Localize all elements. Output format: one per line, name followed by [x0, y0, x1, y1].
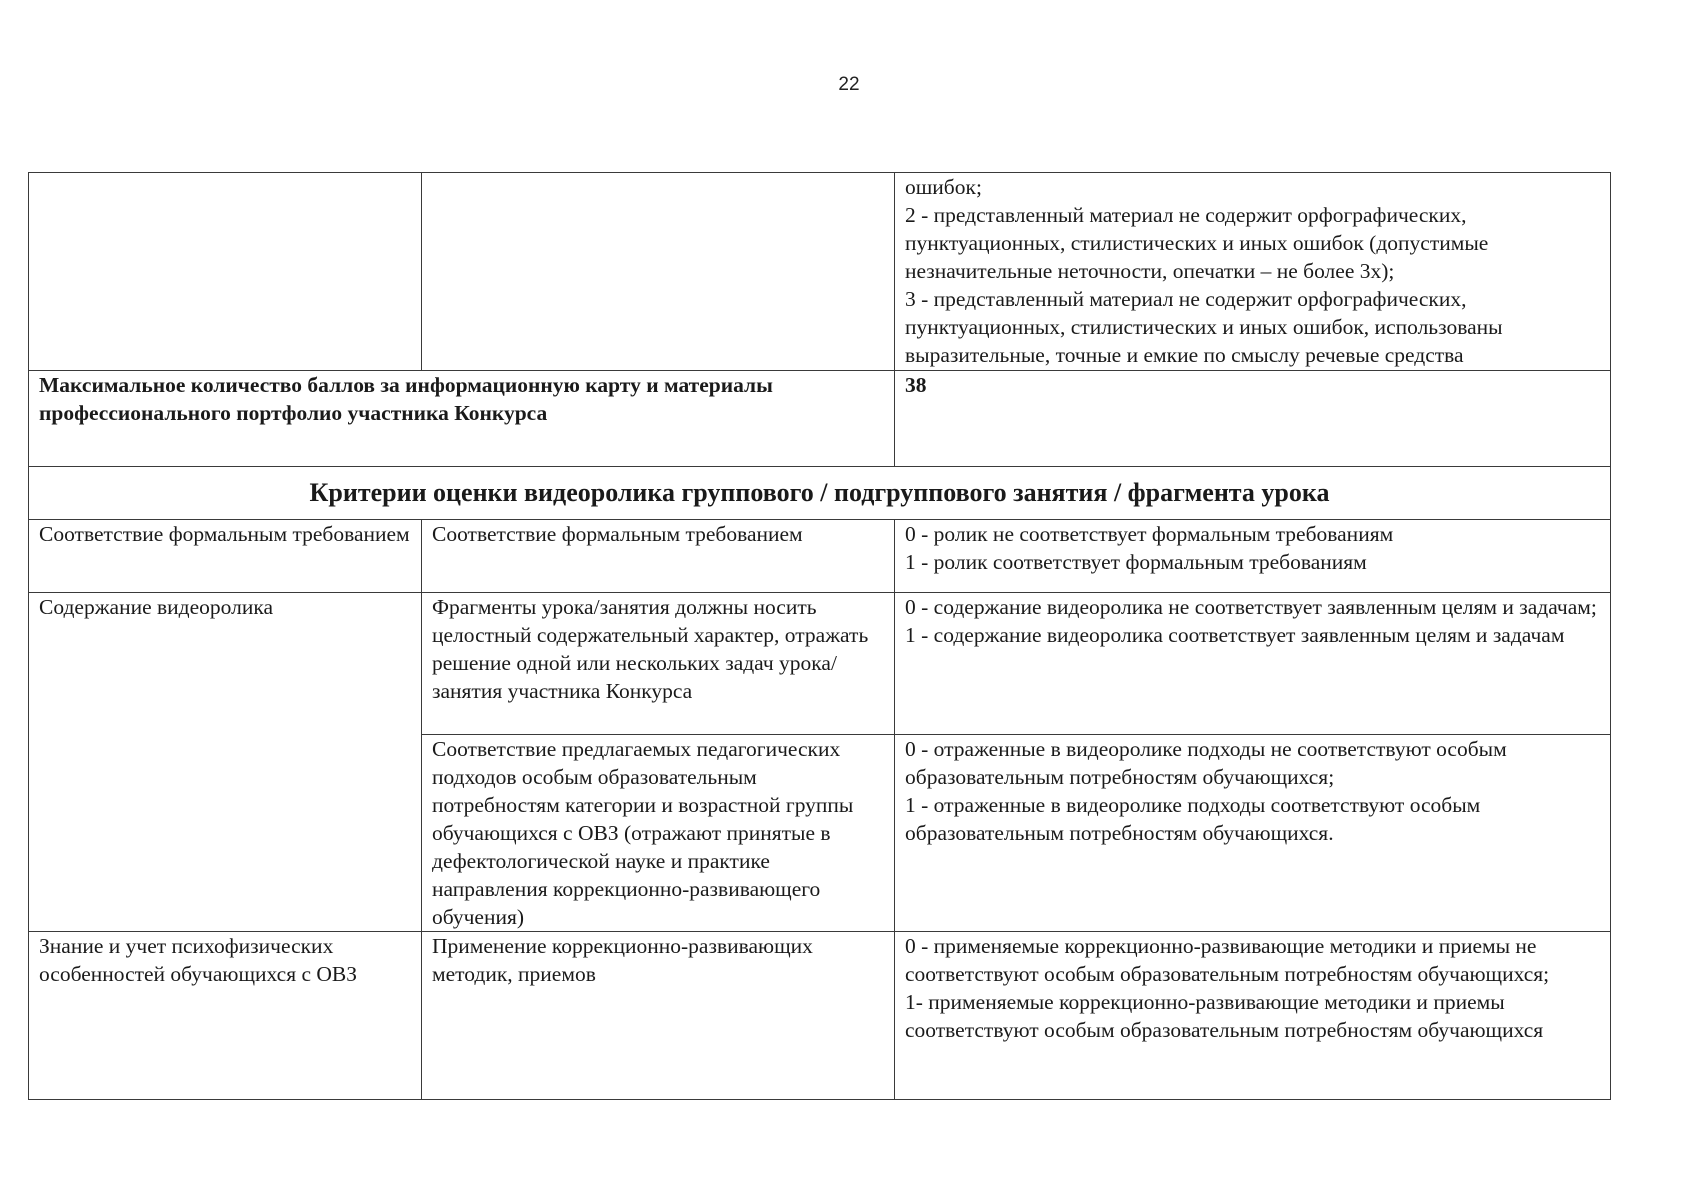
max-score-label: Максимальное количество баллов за информационную карту и материалы профессионального портфолио участника Конкурса — [29, 371, 895, 467]
criterion-cell — [29, 173, 422, 371]
criterion-cell: Знание и учет психофизических особенностей обучающихся с ОВЗ — [29, 932, 422, 1100]
max-score-value: 38 — [895, 371, 1611, 467]
scores-cell: 0 - отраженные в видеоролике подходы не соответствуют особым образовательным потребностям обучающихся; 1 - отраженные в видеоролике подходы соответствуют особым образовательным потребностям обучающихся. — [895, 735, 1611, 932]
scores-cell: 0 - применяемые коррекционно-развивающие методики и приемы не соответствуют особым образовательным потребностям обучающихся; 1- применяемые коррекционно-развивающие методики и приемы соответствуют особым образовательным потребностям обучающихся — [895, 932, 1611, 1100]
section-title: Критерии оценки видеоролика группового / подгруппового занятия / фрагмента урока — [29, 467, 1611, 520]
indicator-cell — [422, 173, 895, 371]
section-header-row — [29, 467, 1611, 520]
page-number: 22 — [838, 74, 860, 95]
indicator-cell: Соответствие предлагаемых педагогических подходов особым образовательным потребностям категории и возрастной группы обучающихся с ОВЗ (отражают принятые в дефектологической науке и практике направления коррекционно-развивающего обучения) — [422, 735, 895, 932]
max-score-row — [29, 371, 1611, 467]
indicator-cell: Соответствие формальным требованием — [422, 520, 895, 593]
criteria-table — [28, 172, 1611, 1100]
scores-cell: 0 - ролик не соответствует формальным требованиям 1 - ролик соответствует формальным требованиям — [895, 520, 1611, 593]
indicator-cell: Фрагменты урока/занятия должны носить целостный содержательный характер, отражать решение одной или нескольких задач урока/занятия участника Конкурса — [422, 593, 895, 735]
table-row — [29, 593, 1611, 735]
indicator-cell: Применение коррекционно-развивающих методик, приемов — [422, 932, 895, 1100]
scores-cell: 0 - содержание видеоролика не соответствует заявленным целям и задачам; 1 - содержание видеоролика соответствует заявленным целям и задачам — [895, 593, 1611, 735]
criterion-cell: Содержание видеоролика — [29, 593, 422, 932]
table-row — [29, 932, 1611, 1100]
scores-cell: ошибок; 2 - представленный материал не содержит орфографических, пунктуационных, стилистических и иных ошибок (допустимые незначительные неточности, опечатки – не более 3х); 3 - представленный материал не содержит орфографических, пунктуационных, стилистических и иных ошибок, использованы выразительные, точные и емкие по смыслу речевые средства — [895, 173, 1611, 371]
table-row — [29, 520, 1611, 593]
criterion-cell: Соответствие формальным требованием — [29, 520, 422, 593]
table-row — [29, 173, 1611, 371]
